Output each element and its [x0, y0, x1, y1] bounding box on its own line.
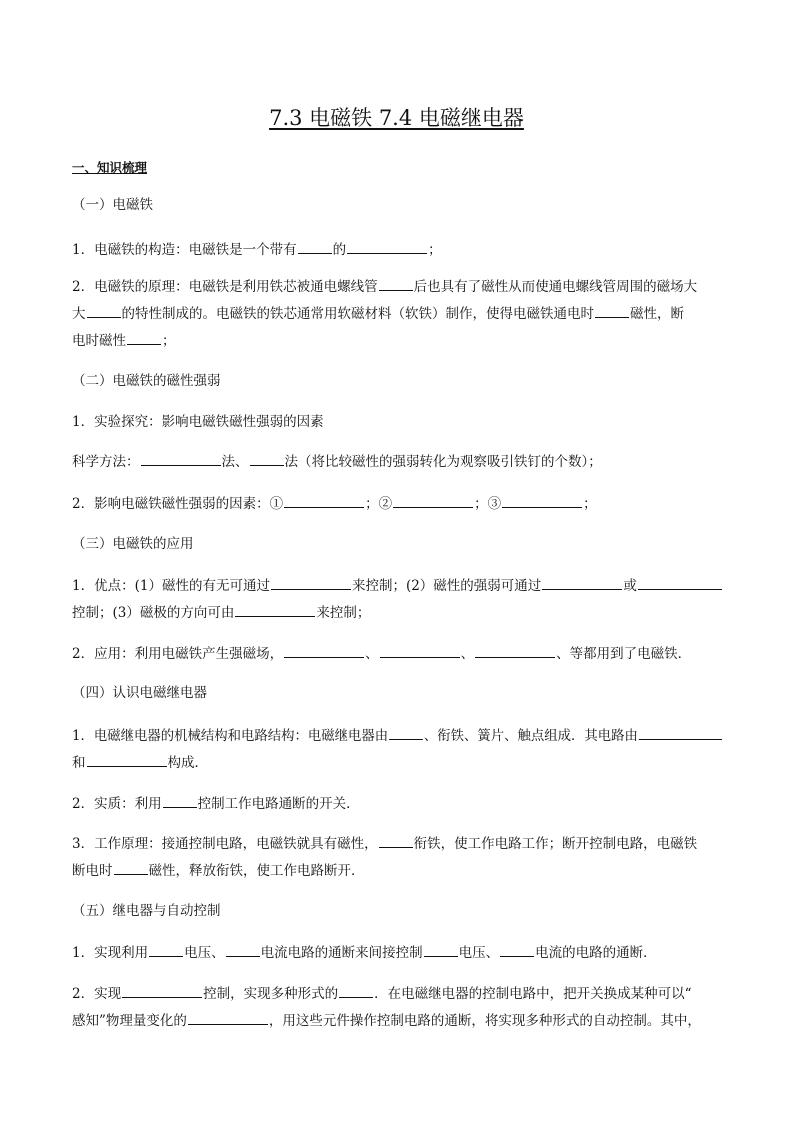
fill-blank[interactable]: [542, 576, 622, 590]
subheading-application: [72, 535, 194, 553]
text: 来控制；: [316, 605, 371, 621]
text: 电流电路的通断来间接控制: [260, 945, 423, 961]
text: （二）电磁铁的磁性强弱: [72, 373, 221, 389]
line-advantages-1: [72, 576, 723, 595]
text: 控制；(3）磁极的方向可由: [72, 605, 235, 621]
text: ；③: [474, 496, 502, 512]
fill-blank[interactable]: [424, 943, 458, 957]
fill-blank[interactable]: [149, 943, 183, 957]
line-working-1: [72, 834, 697, 853]
fill-blank[interactable]: [226, 943, 260, 957]
text: 2．实质：利用: [72, 796, 162, 812]
line-principle-2: [72, 304, 684, 323]
fill-blank[interactable]: [379, 277, 413, 291]
text: ；②: [365, 496, 393, 512]
fill-blank[interactable]: [500, 943, 534, 957]
text: 或: [623, 578, 637, 594]
fill-blank[interactable]: [347, 240, 427, 254]
fill-blank[interactable]: [271, 576, 351, 590]
text: 、衔铁、簧片、触点组成．其电路由: [423, 728, 638, 744]
line-auto-3: [72, 1011, 701, 1030]
fill-blank[interactable]: [250, 452, 284, 466]
line-factors: [72, 494, 597, 513]
text: （四）认识电磁继电器: [72, 685, 207, 701]
text: ；: [162, 333, 176, 349]
fill-blank[interactable]: [379, 834, 413, 848]
line-essence: [72, 794, 360, 813]
text: 控制，实现多种形式的: [203, 986, 339, 1002]
text: 电压、: [184, 945, 225, 961]
text: 1．实现利用: [72, 945, 149, 961]
text: 1．电磁铁的构造：电磁铁是一个带有: [72, 242, 297, 258]
text: 2．影响电磁铁磁性强弱的因素：①: [72, 496, 284, 512]
text: 法（将比较磁性的强弱转化为观察吸引铁钉的个数）；: [284, 454, 602, 470]
text: 2．电磁铁的原理：电磁铁是利用铁芯被通电螺线管: [72, 279, 378, 295]
text: ；: [428, 242, 442, 258]
fill-blank[interactable]: [235, 603, 315, 617]
text: 感知”物理量变化的: [72, 1013, 187, 1029]
fill-blank[interactable]: [122, 984, 202, 998]
line-uses: [72, 644, 691, 663]
fill-blank[interactable]: [638, 576, 722, 590]
line-structure: [72, 240, 442, 259]
text: 的: [332, 242, 347, 258]
text: ，用这些元件操作控制电路的通断，将实现多种形式的自动控制。其中，: [268, 1013, 701, 1029]
section-heading-knowledge: 一、知识梳理: [72, 160, 148, 175]
line-principle-3: [72, 331, 176, 350]
text: 断电时: [72, 863, 113, 879]
subheading-relay: [72, 684, 207, 702]
text: （一）电磁铁: [72, 197, 153, 213]
text: 1．实验探究：影响电磁铁磁性强弱的因素: [72, 414, 324, 430]
subheading-strength: [72, 372, 221, 390]
line-relay-structure-1: [72, 726, 723, 745]
fill-blank[interactable]: [87, 753, 167, 767]
line-working-2: [72, 861, 365, 880]
text: 大: [72, 306, 86, 322]
line-principle-1: [72, 277, 697, 296]
text: 和: [72, 755, 86, 771]
text: 、: [365, 646, 379, 662]
text: 2．应用：利用电磁铁产生强磁场，: [72, 646, 284, 662]
text: ；: [583, 496, 597, 512]
fill-blank[interactable]: [339, 984, 373, 998]
text: 、等都用到了电磁铁．: [556, 646, 692, 662]
fill-blank[interactable]: [475, 644, 555, 658]
line-auto-1: [72, 943, 657, 962]
text: 科学方法：: [72, 454, 140, 470]
fill-blank[interactable]: [188, 1011, 268, 1025]
text: 法、: [221, 454, 249, 470]
text: 磁性，释放衔铁，使工作电路断开．: [148, 863, 365, 879]
line-methods: [72, 452, 602, 471]
text: 2．实现: [72, 986, 122, 1002]
fill-blank[interactable]: [502, 494, 582, 508]
fill-blank[interactable]: [298, 240, 332, 254]
text: 、: [460, 646, 475, 662]
text: 电时磁性: [72, 333, 126, 349]
line-advantages-2: [72, 603, 370, 622]
fill-blank[interactable]: [284, 644, 364, 658]
fill-blank[interactable]: [380, 644, 460, 658]
fill-blank[interactable]: [389, 726, 423, 740]
text: ．在电磁继电器的控制电路中，把开关换成某种可以“: [374, 986, 692, 1002]
text: 电压、: [458, 945, 500, 961]
text: （五）继电器与自动控制: [72, 903, 221, 919]
fill-blank[interactable]: [114, 861, 148, 875]
text: 3．工作原理：接通控制电路，电磁铁就具有磁性，: [72, 836, 378, 852]
line-auto-2: [72, 984, 692, 1003]
text: 构成．: [167, 755, 208, 771]
text: 磁性，断: [630, 306, 684, 322]
text: 来控制；(2）磁性的强弱可通过: [351, 578, 542, 594]
text: （三）电磁铁的应用: [72, 536, 194, 552]
fill-blank[interactable]: [393, 494, 473, 508]
text: 的特性制成的。电磁铁的铁芯通常用软磁材料（软铁）制作，使得电磁铁通电时: [121, 306, 594, 322]
fill-blank[interactable]: [639, 726, 722, 740]
fill-blank[interactable]: [141, 452, 221, 466]
text: 1．电磁继电器的机械结构和电路结构：电磁继电器由: [72, 728, 389, 744]
page-title: 7.3 电磁铁 7.4 电磁继电器: [269, 106, 524, 130]
subheading-electromagnet: [72, 196, 153, 214]
fill-blank[interactable]: [595, 304, 629, 318]
text: 衔铁，使工作电路工作；断开控制电路，电磁铁: [413, 836, 698, 852]
fill-blank[interactable]: [127, 331, 161, 345]
fill-blank[interactable]: [284, 494, 364, 508]
text: 后也具有了磁性从而使通电螺线管周围的磁场大: [413, 279, 698, 295]
text: 电流的电路的通断．: [535, 945, 657, 961]
fill-blank[interactable]: [87, 304, 121, 318]
text: 1．优点：(1）磁性的有无可通过: [72, 578, 270, 594]
subheading-auto-control: [72, 902, 221, 920]
line-relay-structure-2: [72, 753, 208, 772]
fill-blank[interactable]: [163, 794, 197, 808]
line-experiment: [72, 413, 324, 431]
text: 控制工作电路通断的开关．: [197, 796, 360, 812]
